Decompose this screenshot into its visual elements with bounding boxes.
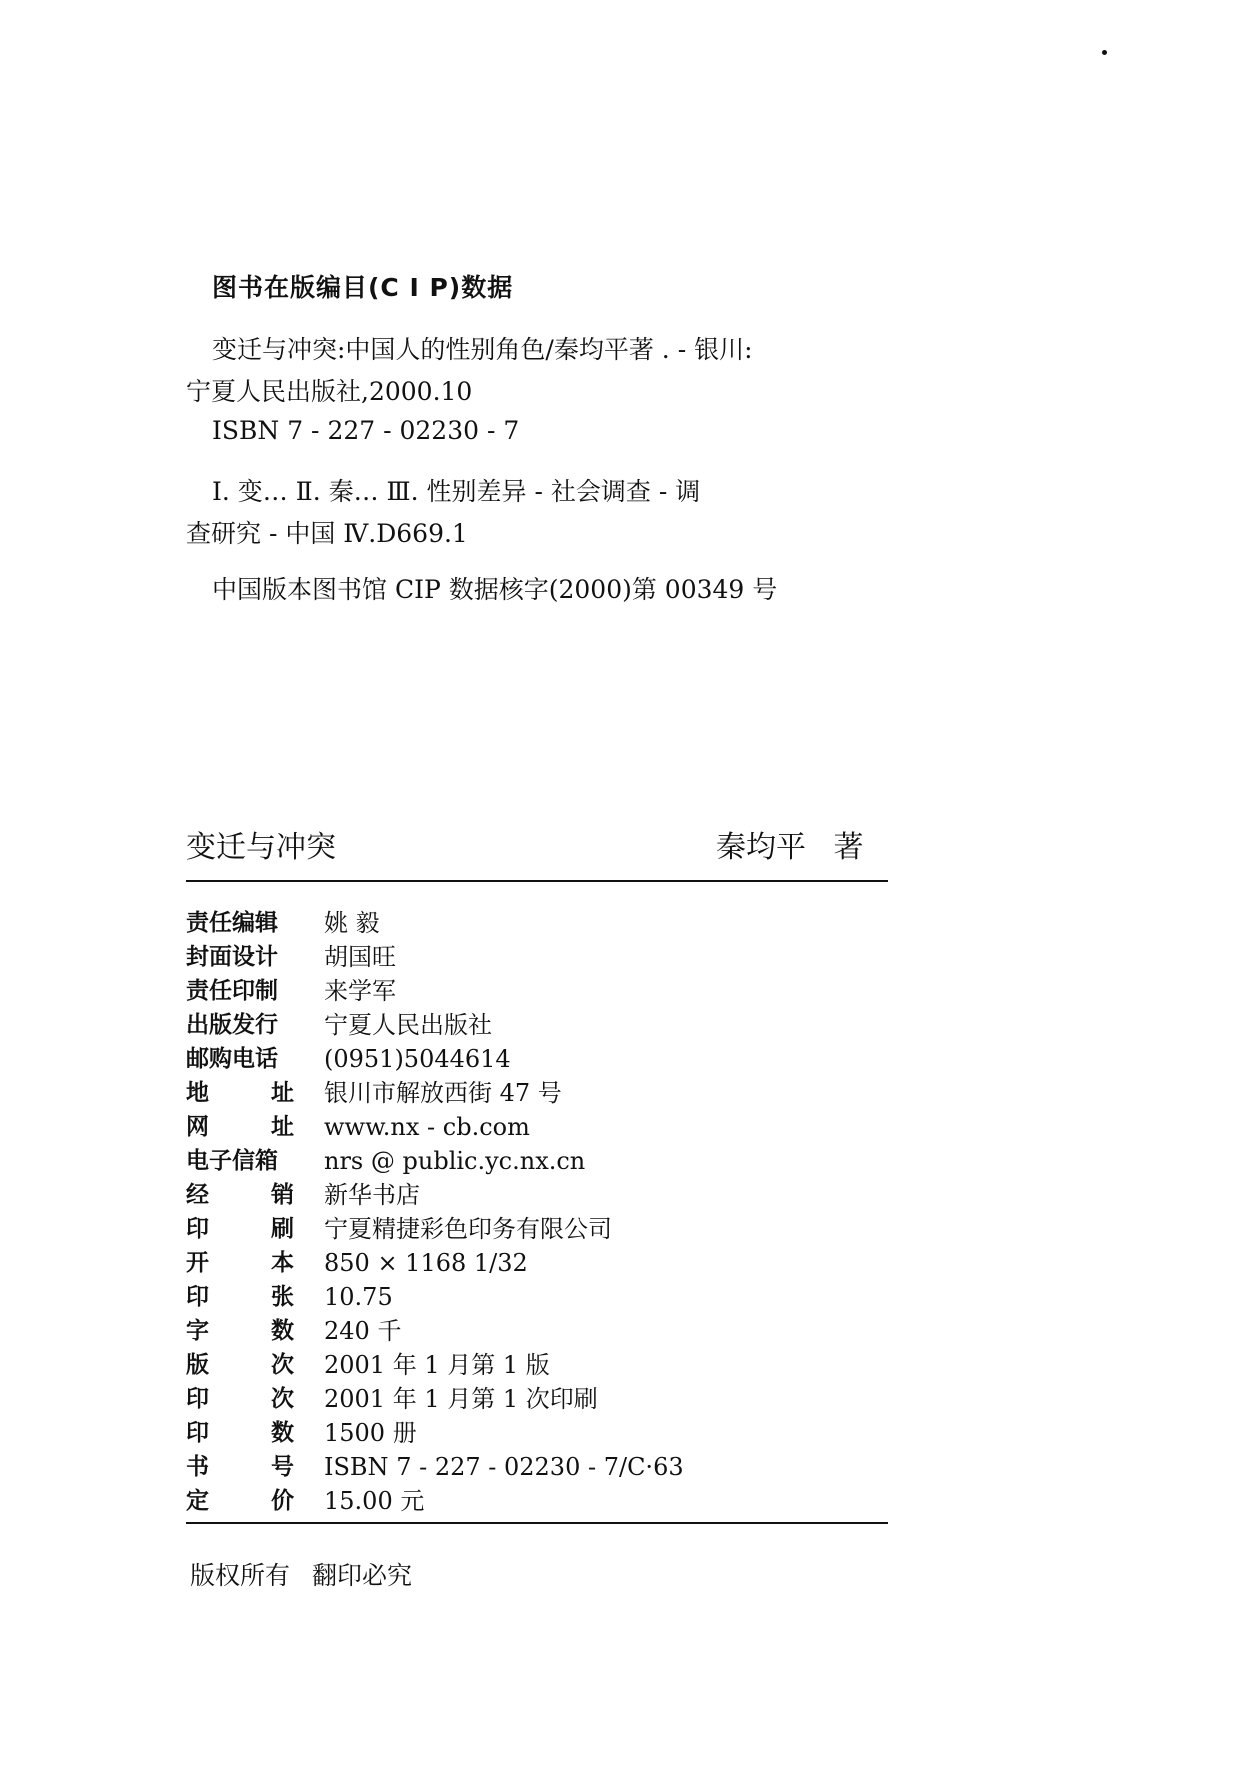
detail-value: 15.00 元 [324, 1487, 425, 1515]
detail-label: 网 址 [186, 1114, 294, 1140]
detail-value: 胡国旺 [324, 943, 396, 971]
detail-row [186, 1450, 746, 1484]
detail-label: 版 次 [186, 1352, 294, 1378]
detail-label: 书 号 [186, 1454, 294, 1480]
cip-line-1: 变迁与冲突:中国人的性别角色/秦均平著 . - 银川: [212, 335, 753, 364]
detail-value: (0951)5044614 [324, 1045, 511, 1073]
detail-label: 电子信箱 [186, 1148, 278, 1174]
detail-label: 出版发行 [186, 1012, 278, 1038]
detail-value: www.nx - cb.com [324, 1113, 530, 1141]
detail-label: 印 刷 [186, 1216, 294, 1242]
detail-row [186, 1246, 746, 1280]
detail-label: 定 价 [186, 1488, 294, 1514]
detail-value: 2001 年 1 月第 1 版 [324, 1351, 550, 1379]
detail-value: 2001 年 1 月第 1 次印刷 [324, 1385, 598, 1413]
cip-line-2: 宁夏人民出版社,2000.10 [186, 377, 473, 406]
top-rule [186, 880, 888, 882]
detail-row [186, 1348, 746, 1382]
detail-label: 地 址 [186, 1080, 294, 1106]
detail-label: 印 张 [186, 1284, 294, 1310]
detail-row [186, 1314, 746, 1348]
detail-label: 邮购电话 [186, 1046, 278, 1072]
cip-line-6: 中国版本图书馆 CIP 数据核字(2000)第 00349 号 [212, 575, 778, 604]
detail-row [186, 1484, 746, 1518]
detail-row [186, 974, 746, 1008]
detail-label: 经 销 [186, 1182, 294, 1208]
detail-row [186, 1076, 746, 1110]
detail-label: 开 本 [186, 1250, 294, 1276]
copyright-notice: 版权所有 翻印必究 [190, 1561, 412, 1590]
detail-row [186, 1416, 746, 1450]
detail-value: 新华书店 [324, 1181, 420, 1209]
detail-row [186, 1110, 746, 1144]
detail-row [186, 1212, 746, 1246]
detail-label: 字 数 [186, 1318, 294, 1344]
detail-label: 责任印制 [186, 978, 278, 1004]
detail-value: 850 × 1168 1/32 [324, 1249, 528, 1277]
detail-label: 印 数 [186, 1420, 294, 1446]
detail-row [186, 1382, 746, 1416]
cip-line-4: Ⅰ. 变… Ⅱ. 秦… Ⅲ. 性别差异 - 社会调查 - 调 [212, 477, 701, 506]
scan-speck [1102, 50, 1107, 55]
detail-label: 责任编辑 [186, 910, 278, 936]
detail-row [186, 906, 746, 940]
detail-value: 姚 毅 [324, 909, 380, 937]
detail-value: 240 千 [324, 1317, 402, 1345]
detail-value: 来学军 [324, 977, 396, 1005]
detail-value: 1500 册 [324, 1419, 417, 1447]
cip-title: 图书在版编目(C I P)数据 [212, 273, 514, 302]
detail-value: 宁夏人民出版社 [324, 1011, 492, 1039]
detail-label: 封面设计 [186, 944, 278, 970]
detail-label: 印 次 [186, 1386, 294, 1412]
detail-row [186, 1178, 746, 1212]
detail-value: ISBN 7 - 227 - 02230 - 7/C·63 [324, 1453, 684, 1481]
bottom-rule [186, 1522, 888, 1524]
detail-value: nrs @ public.yc.nx.cn [324, 1147, 586, 1175]
detail-row [186, 1144, 746, 1178]
detail-value: 银川市解放西街 47 号 [324, 1079, 562, 1107]
detail-row [186, 1008, 746, 1042]
detail-row [186, 1280, 746, 1314]
cip-line-5: 查研究 - 中国 Ⅳ.D669.1 [186, 519, 468, 548]
detail-value: 宁夏精捷彩色印务有限公司 [324, 1215, 612, 1243]
detail-row [186, 1042, 746, 1076]
publication-details [186, 906, 746, 1518]
cip-line-3: ISBN 7 - 227 - 02230 - 7 [212, 416, 520, 445]
detail-row [186, 940, 746, 974]
book-title: 变迁与冲突 [186, 830, 336, 865]
detail-value: 10.75 [324, 1283, 393, 1311]
book-author: 秦均平 著 [716, 830, 864, 865]
